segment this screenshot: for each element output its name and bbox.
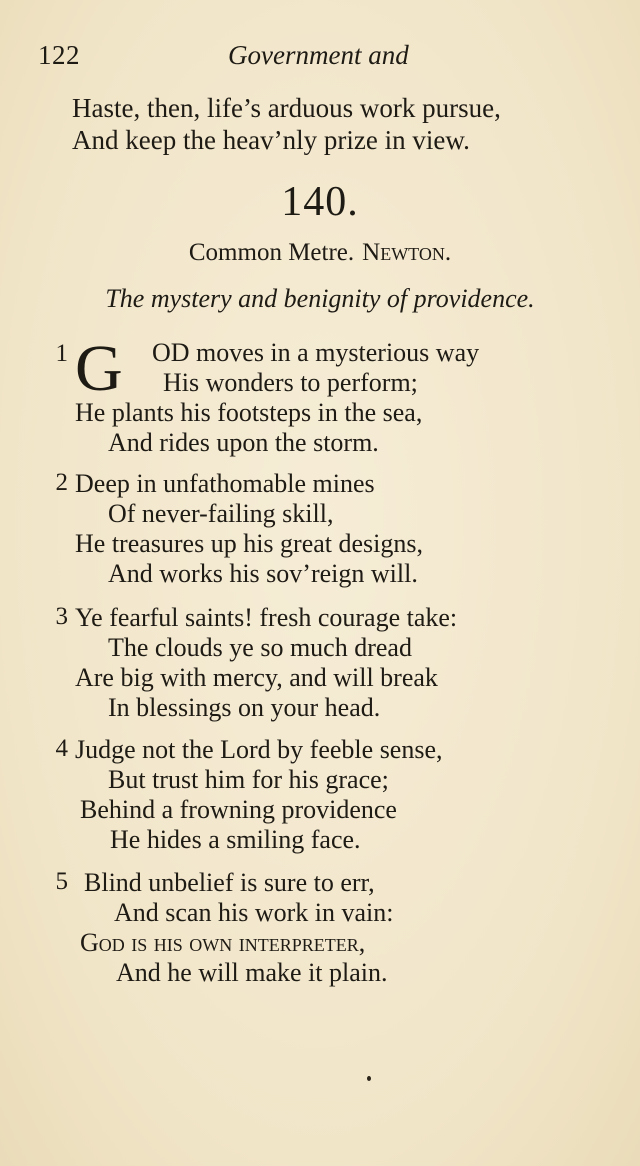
verse-line: Judge not the Lord by feeble sense, — [75, 735, 443, 764]
stanza-number: 4 — [55, 735, 68, 762]
verse-line: His wonders to perform; — [163, 368, 418, 397]
verse-line: And scan his work in vain: — [114, 898, 394, 927]
stanza-number: 3 — [55, 603, 68, 630]
verse-line: Behind a frowning providence — [80, 795, 397, 824]
verse-line: And works his sov’reign will. — [108, 559, 418, 588]
verse-line: The clouds ye so much dread — [108, 633, 412, 662]
stanza-number: 5 — [55, 868, 68, 895]
verse-line: Ye fearful saints! fresh courage take: — [75, 603, 458, 632]
verse-line: He plants his footsteps in the sea, — [75, 398, 423, 427]
verse-line: And rides upon the storm. — [108, 428, 379, 457]
running-head: Government and — [228, 40, 409, 70]
verse-line: And he will make it plain. — [116, 958, 388, 987]
verse-line: Are big with mercy, and will break — [75, 663, 438, 692]
verse-line: Deep in unfathomable mines — [75, 469, 375, 498]
verse-line: God is his own interpreter, — [80, 928, 366, 957]
drop-cap: G — [75, 332, 123, 405]
page-number: 122 — [38, 40, 80, 70]
verse-line: In blessings on your head. — [108, 693, 381, 722]
hymn-metre: Common Metre. — [188, 239, 355, 266]
ink-speck — [367, 1076, 371, 1081]
verse-line: Blind unbelief is sure to err, — [84, 868, 375, 897]
stanza-number: 2 — [55, 469, 68, 496]
verse-line: Of never-failing skill, — [108, 499, 334, 528]
page-header — [38, 40, 600, 76]
hymn-subject: The mystery and benignity of providence. — [105, 284, 535, 313]
verse-line: OD moves in a mysterious way — [152, 338, 480, 367]
stanza-number: 1 — [55, 340, 68, 367]
hymn-tune: Newton. — [362, 239, 452, 266]
carryover-line: And keep the heav’nly prize in view. — [72, 125, 470, 155]
verse-line: But trust him for his grace; — [108, 765, 389, 794]
carryover-line: Haste, then, life’s arduous work pursue, — [72, 93, 501, 123]
hymn-number: 140. — [281, 179, 359, 225]
verse-line: He hides a smiling face. — [110, 825, 361, 854]
hymn-metre-line — [0, 239, 640, 267]
verse-line: He treasures up his great designs, — [75, 529, 424, 558]
carryover-verse — [72, 92, 501, 156]
